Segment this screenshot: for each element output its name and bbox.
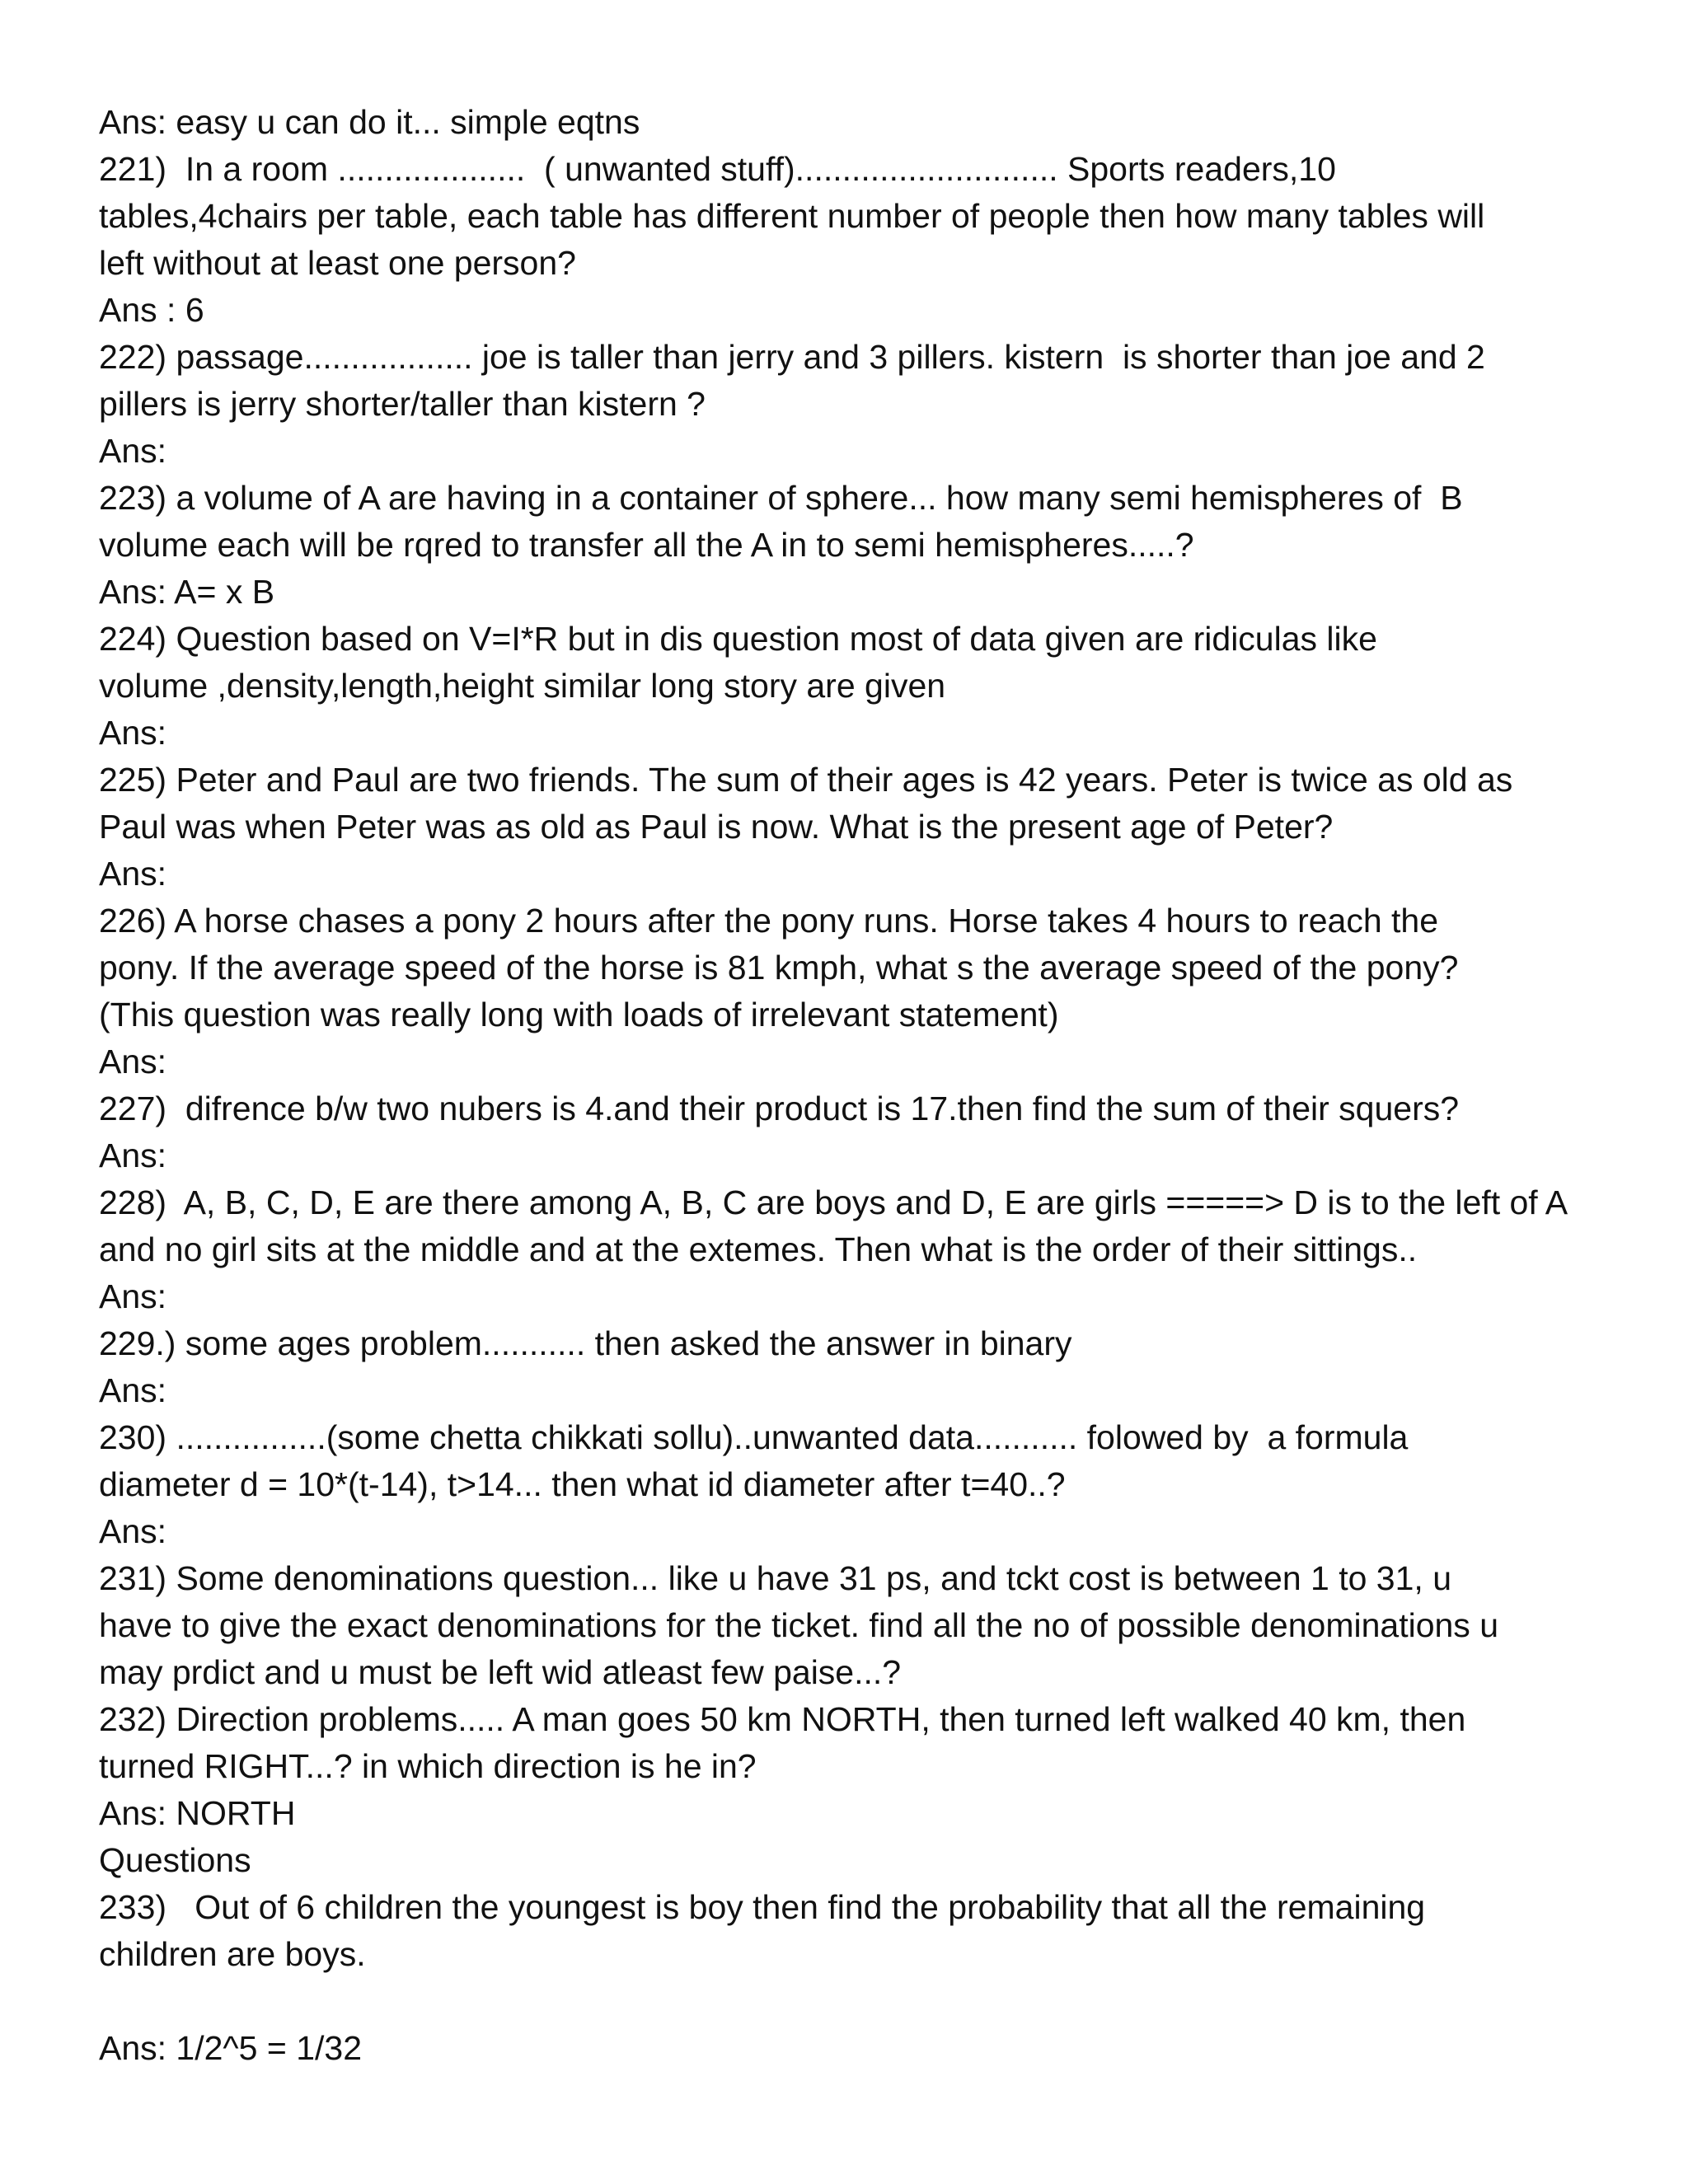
text-line: Ans: xyxy=(99,1043,167,1080)
text-line: (This question was really long with loads of irrelevant statement) xyxy=(99,996,1059,1033)
text-line: 233) Out of 6 children the youngest is boy then find the probability that all the remaining xyxy=(99,1888,1426,1926)
text-line: Ans: A= x B xyxy=(99,573,275,611)
text-line: Questions xyxy=(99,1841,251,1879)
text-line: tables,4chairs per table, each table has different number of people then how many tables will xyxy=(99,197,1485,235)
text-line: Ans : 6 xyxy=(99,291,204,329)
text-line: Ans: xyxy=(99,714,167,752)
final-answer: Ans: 1/2^5 = 1/32 xyxy=(99,2029,362,2067)
text-line: 231) Some denominations question... like u have 31 ps, and tckt cost is between 1 to 31, u xyxy=(99,1559,1452,1597)
text-line: 226) A horse chases a pony 2 hours after the pony runs. Horse takes 4 hours to reach the xyxy=(99,902,1439,940)
text-line: Ans: easy u can do it... simple eqtns xyxy=(99,103,640,141)
text-line: have to give the exact denominations for the ticket. find all the no of possible denominations u xyxy=(99,1606,1498,1644)
text-line: children are boys. xyxy=(99,1935,366,1973)
text-line: 230) ................(some chetta chikkati sollu)..unwanted data........... folowed by a formula xyxy=(99,1418,1409,1456)
text-line: Ans: xyxy=(99,855,167,893)
text-line: pony. If the average speed of the horse is 81 kmph, what s the average speed of the pony? xyxy=(99,949,1459,987)
text-line: and no girl sits at the middle and at the extemes. Then what is the order of their sittings.. xyxy=(99,1230,1418,1268)
text-line: volume each will be rqred to transfer all the A in to semi hemispheres.....? xyxy=(99,526,1194,564)
text-line: Ans: xyxy=(99,1137,167,1174)
text-line: 228) A, B, C, D, E are there among A, B, C are boys and D, E are girls =====> D is to the left of A xyxy=(99,1183,1568,1221)
text-line: Ans: NORTH xyxy=(99,1794,296,1832)
text-line: left without at least one person? xyxy=(99,244,576,282)
blank-line xyxy=(99,1978,1607,2025)
text-line: volume ,density,length,height similar long story are given xyxy=(99,667,946,705)
text-line: 224) Question based on V=I*R but in dis question most of data given are ridiculas like xyxy=(99,620,1377,658)
text-line: turned RIGHT...? in which direction is he in? xyxy=(99,1747,757,1785)
text-line: 223) a volume of A are having in a container of sphere... how many semi hemispheres of B xyxy=(99,479,1463,517)
text-line: may prdict and u must be left wid atleast few paise...? xyxy=(99,1653,902,1691)
text-line: 221) In a room .................... ( unwanted stuff)............................ Sports readers,10 xyxy=(99,150,1336,188)
text-line: 222) passage.................. joe is taller than jerry and 3 pillers. kistern is shorter than joe and 2 xyxy=(99,338,1485,376)
text-line: diameter d = 10*(t-14), t>14... then what id diameter after t=40..? xyxy=(99,1465,1066,1503)
text-line: Ans: xyxy=(99,1512,167,1550)
text-line: 225) Peter and Paul are two friends. The sum of their ages is 42 years. Peter is twice as old as xyxy=(99,761,1513,799)
text-line: 232) Direction problems..... A man goes 50 km NORTH, then turned left walked 40 km, then xyxy=(99,1700,1466,1738)
document-page xyxy=(99,99,1607,2072)
text-line: pillers is jerry shorter/taller than kistern ? xyxy=(99,385,706,423)
text-line: Ans: xyxy=(99,1277,167,1315)
text-line: 227) difrence b/w two nubers is 4.and their product is 17.then find the sum of their squers? xyxy=(99,1090,1460,1127)
text-line: Paul was when Peter was as old as Paul is now. What is the present age of Peter? xyxy=(99,808,1334,846)
text-line: 229.) some ages problem........... then asked the answer in binary xyxy=(99,1324,1072,1362)
text-line: Ans: xyxy=(99,432,167,470)
text-line: Ans: xyxy=(99,1371,167,1409)
